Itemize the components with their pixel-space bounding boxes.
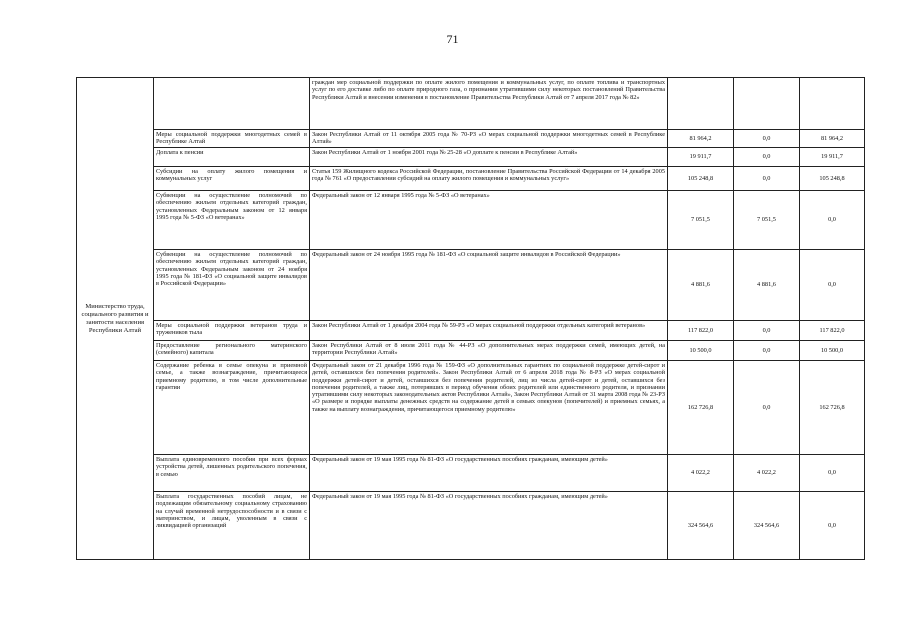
regional-amount-cell (800, 78, 865, 130)
legal-basis-cell: Закон Республики Алтай от 11 октября 2005 года № 70-РЗ «О мерах социальной поддержки многодетных семей в Республике Алтай» (310, 130, 668, 148)
legal-basis-cell: Закон Республики Алтай от 1 ноября 2001 года № 25-28 «О доплате к пенсии в Республике Алтай» (310, 148, 668, 167)
total-amount-cell: 162 726,8 (668, 361, 734, 455)
total-amount-cell: 324 564,6 (668, 492, 734, 560)
measure-cell (154, 78, 310, 130)
table-row (77, 250, 865, 321)
regional-amount-cell: 0,0 (800, 492, 865, 560)
regional-amount-cell: 162 726,8 (800, 361, 865, 455)
measure-cell: Выплата единовременного пособия при всех формах устройства детей, лишенных родительского попечения, в семью (154, 455, 310, 492)
legal-basis-cell: Федеральный закон от 19 мая 1995 года № 81-ФЗ «О государственных пособиях гражданам, имеющим детей» (310, 492, 668, 560)
total-amount-cell (668, 78, 734, 130)
table-row (77, 191, 865, 250)
measure-cell: Доплата к пенсии (154, 148, 310, 167)
total-amount-cell: 4 022,2 (668, 455, 734, 492)
total-amount-cell: 7 051,5 (668, 191, 734, 250)
measure-cell: Предоставление регионального материнского (семейного) капитала (154, 341, 310, 361)
table-row (77, 167, 865, 191)
table-row (77, 492, 865, 560)
table-row (77, 78, 865, 130)
measure-cell: Субвенции на осуществление полномочий по обеспечению жильем отдельных категорий граждан, установленных Федеральным законом от 12 января 1995 года № 5-ФЗ «О ветеранах» (154, 191, 310, 250)
regional-amount-cell: 117 822,0 (800, 321, 865, 341)
regional-amount-cell: 105 248,8 (800, 167, 865, 191)
federal-amount-cell: 0,0 (734, 321, 800, 341)
federal-amount-cell: 7 051,5 (734, 191, 800, 250)
table-row (77, 341, 865, 361)
regional-amount-cell: 0,0 (800, 455, 865, 492)
total-amount-cell: 10 500,0 (668, 341, 734, 361)
measure-cell: Субвенции на осуществление полномочий по обеспечению жильем отдельных категорий граждан, установленных Федеральным законом от 24 ноября 1995 года № 181-ФЗ «О социальной защите инвалидов в Российской Федерации» (154, 250, 310, 321)
federal-amount-cell: 324 564,6 (734, 492, 800, 560)
table-row (77, 361, 865, 455)
federal-amount-cell: 0,0 (734, 148, 800, 167)
regional-amount-cell: 81 964,2 (800, 130, 865, 148)
table-row (77, 455, 865, 492)
regional-amount-cell: 19 911,7 (800, 148, 865, 167)
federal-amount-cell: 4 022,2 (734, 455, 800, 492)
federal-amount-cell: 4 881,6 (734, 250, 800, 321)
regional-amount-cell: 0,0 (800, 191, 865, 250)
legal-basis-cell: граждан мер социальной поддержки по оплате жилого помещения и коммунальных услуг, по оплате топлива и транспортных услуг по его доставке либо по оплате природного газа, о признании утратившими силу некоторых постановлений Правительства Республики Алтай и внесении изменения в постановление Правительства Республики Алтай от 7 апреля 2017 года № 82» (310, 78, 668, 130)
regional-amount-cell: 10 500,0 (800, 341, 865, 361)
legal-basis-cell: Закон Республики Алтай от 8 июля 2011 года № 44-РЗ «О дополнительных мерах поддержки семей, имеющих детей, на территории Республики Алтай» (310, 341, 668, 361)
federal-amount-cell: 0,0 (734, 361, 800, 455)
regional-amount-cell: 0,0 (800, 250, 865, 321)
measure-cell: Субсидии на оплату жилого помещения и коммунальных услуг (154, 167, 310, 191)
table-row (77, 130, 865, 148)
legal-basis-cell: Федеральный закон от 12 января 1995 года № 5-ФЗ «О ветеранах» (310, 191, 668, 250)
total-amount-cell: 81 964,2 (668, 130, 734, 148)
legal-basis-cell: Федеральный закон от 21 декабря 1996 года № 159-ФЗ «О дополнительных гарантиях по социальной поддержке детей-сирот и детей, оставшихся без попечения родителей». Закон Республики Алтай от 6 апреля 2018 года № 8-РЗ «О мерах социальной поддержки детей-сирот и детей, оставшихся без попечения родителей, лиц из числа детей-сирот и детей, оставшихся без попечения родителей, а также лиц, потерявших в период обучения обоих родителей или единственного родителя, и признании утратившими силу некоторых законодательных актов Республики Алтай», Закон Республики Алтай от 31 марта 2008 года № 23-РЗ «О размере и порядке выплаты денежных средств на содержание детей в семьях опекунов (попечителей) и приемных семьях, а также на выплату вознаграждения, причитающегося приемному родителю» (310, 361, 668, 455)
legal-basis-cell: Федеральный закон от 19 мая 1995 года № 81-ФЗ «О государственных пособиях гражданам, имеющим детей» (310, 455, 668, 492)
legal-basis-cell: Закон Республики Алтай от 1 декабря 2004 года № 59-РЗ «О мерах социальной поддержки отдельных категорий ветеранов» (310, 321, 668, 341)
table-row (77, 321, 865, 341)
legal-basis-cell: Федеральный закон от 24 ноября 1995 года № 181-ФЗ «О социальной защите инвалидов в Российской Федерации» (310, 250, 668, 321)
measure-cell: Содержание ребенка в семье опекуна и приемной семье, а также вознаграждение, причитающееся приемному родителю, в том числе дополнительные гарантии (154, 361, 310, 455)
budget-table (76, 77, 865, 560)
federal-amount-cell: 0,0 (734, 167, 800, 191)
total-amount-cell: 19 911,7 (668, 148, 734, 167)
measure-cell: Меры социальной поддержки ветеранов труда и тружеников тыла (154, 321, 310, 341)
measure-cell: Выплата государственных пособий лицам, не подлежащим обязательному социальному страхованию на случай временной нетрудоспособности и в связи с материнством, и лицам, уволенным в связи с ликвидацией организаций (154, 492, 310, 560)
federal-amount-cell (734, 78, 800, 130)
federal-amount-cell: 0,0 (734, 341, 800, 361)
total-amount-cell: 105 248,8 (668, 167, 734, 191)
total-amount-cell: 117 822,0 (668, 321, 734, 341)
federal-amount-cell: 0,0 (734, 130, 800, 148)
organization-cell: Министерство труда, социального развития и занятости населения Республики Алтай (77, 78, 154, 560)
table-row (77, 148, 865, 167)
measure-cell: Меры социальной поддержки многодетных семей в Республике Алтай (154, 130, 310, 148)
total-amount-cell: 4 881,6 (668, 250, 734, 321)
page-number: 71 (446, 32, 459, 46)
legal-basis-cell: Статья 159 Жилищного кодекса Российской Федерации, постановление Правительства Российской Федерации от 14 декабря 2005 года № 761 «О предоставлении субсидий на оплату жилого помещения и коммунальных услуг» (310, 167, 668, 191)
